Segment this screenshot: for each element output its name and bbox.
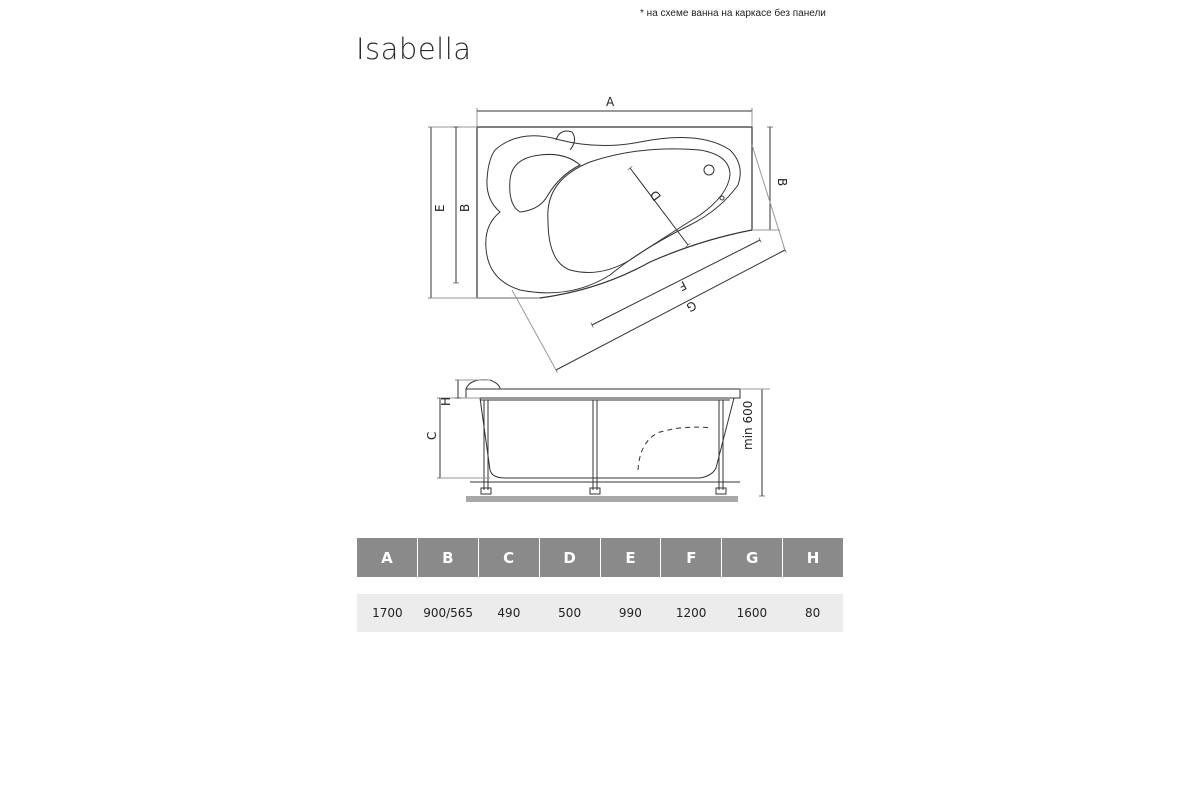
plan-headrest bbox=[510, 154, 580, 212]
table-header-cell: H bbox=[783, 538, 843, 577]
product-title: Isabella bbox=[356, 32, 472, 66]
side-floor bbox=[466, 496, 738, 502]
side-foot-1 bbox=[481, 488, 491, 494]
footnote: * на схеме ванна на каркасе без панели bbox=[640, 8, 826, 19]
table-header-cell: A bbox=[357, 538, 418, 577]
table-header-cell: F bbox=[661, 538, 722, 577]
plan-label-e: E bbox=[433, 204, 447, 212]
side-view bbox=[440, 380, 770, 496]
table-header-cell: G bbox=[722, 538, 783, 577]
table-value-cell: 1700 bbox=[372, 606, 403, 620]
dim-f-line bbox=[592, 240, 760, 325]
dim-g-ext-left bbox=[512, 290, 556, 370]
table-header-row bbox=[357, 538, 843, 577]
table-value-cell: 900/565 bbox=[423, 606, 474, 620]
side-foot-2 bbox=[590, 488, 600, 494]
plan-label-a: A bbox=[606, 95, 615, 109]
table-value-cell: 990 bbox=[618, 606, 642, 620]
plan-drain bbox=[720, 196, 724, 200]
plan-handle bbox=[556, 131, 575, 150]
dim-g-ext-right bbox=[752, 145, 785, 250]
plan-view bbox=[431, 111, 785, 370]
dim-g-line bbox=[556, 250, 785, 370]
table-value-row bbox=[357, 594, 843, 632]
plan-label-d: D bbox=[647, 187, 664, 204]
side-label-min600: min 600 bbox=[741, 400, 755, 450]
plan-label-f: F bbox=[676, 277, 689, 294]
side-dashed-curve bbox=[638, 427, 712, 470]
table-value-cell: 1600 bbox=[736, 606, 768, 620]
side-rim bbox=[466, 389, 740, 398]
dim-d-line bbox=[630, 168, 688, 245]
table-value-cell: 500 bbox=[558, 606, 582, 620]
side-tub-body bbox=[480, 398, 734, 478]
side-label-c: C bbox=[425, 431, 439, 440]
table-header-cell: C bbox=[479, 538, 540, 577]
side-headrest bbox=[466, 380, 500, 389]
table-value-cell: 490 bbox=[497, 606, 521, 620]
table-value-cell: 1200 bbox=[675, 606, 707, 620]
side-foot-3 bbox=[716, 488, 726, 494]
side-label-h: H bbox=[439, 396, 453, 406]
table-value-cell: 80 bbox=[804, 606, 821, 620]
plan-label-b-left: B bbox=[458, 203, 472, 212]
plan-label-g: G bbox=[684, 297, 699, 315]
plan-overflow bbox=[704, 165, 714, 175]
table-header-cell: D bbox=[540, 538, 601, 577]
dimensions-table bbox=[357, 538, 843, 632]
table-header-cell: B bbox=[418, 538, 479, 577]
plan-label-b-right: B bbox=[775, 178, 789, 187]
table-header-cell: E bbox=[601, 538, 662, 577]
